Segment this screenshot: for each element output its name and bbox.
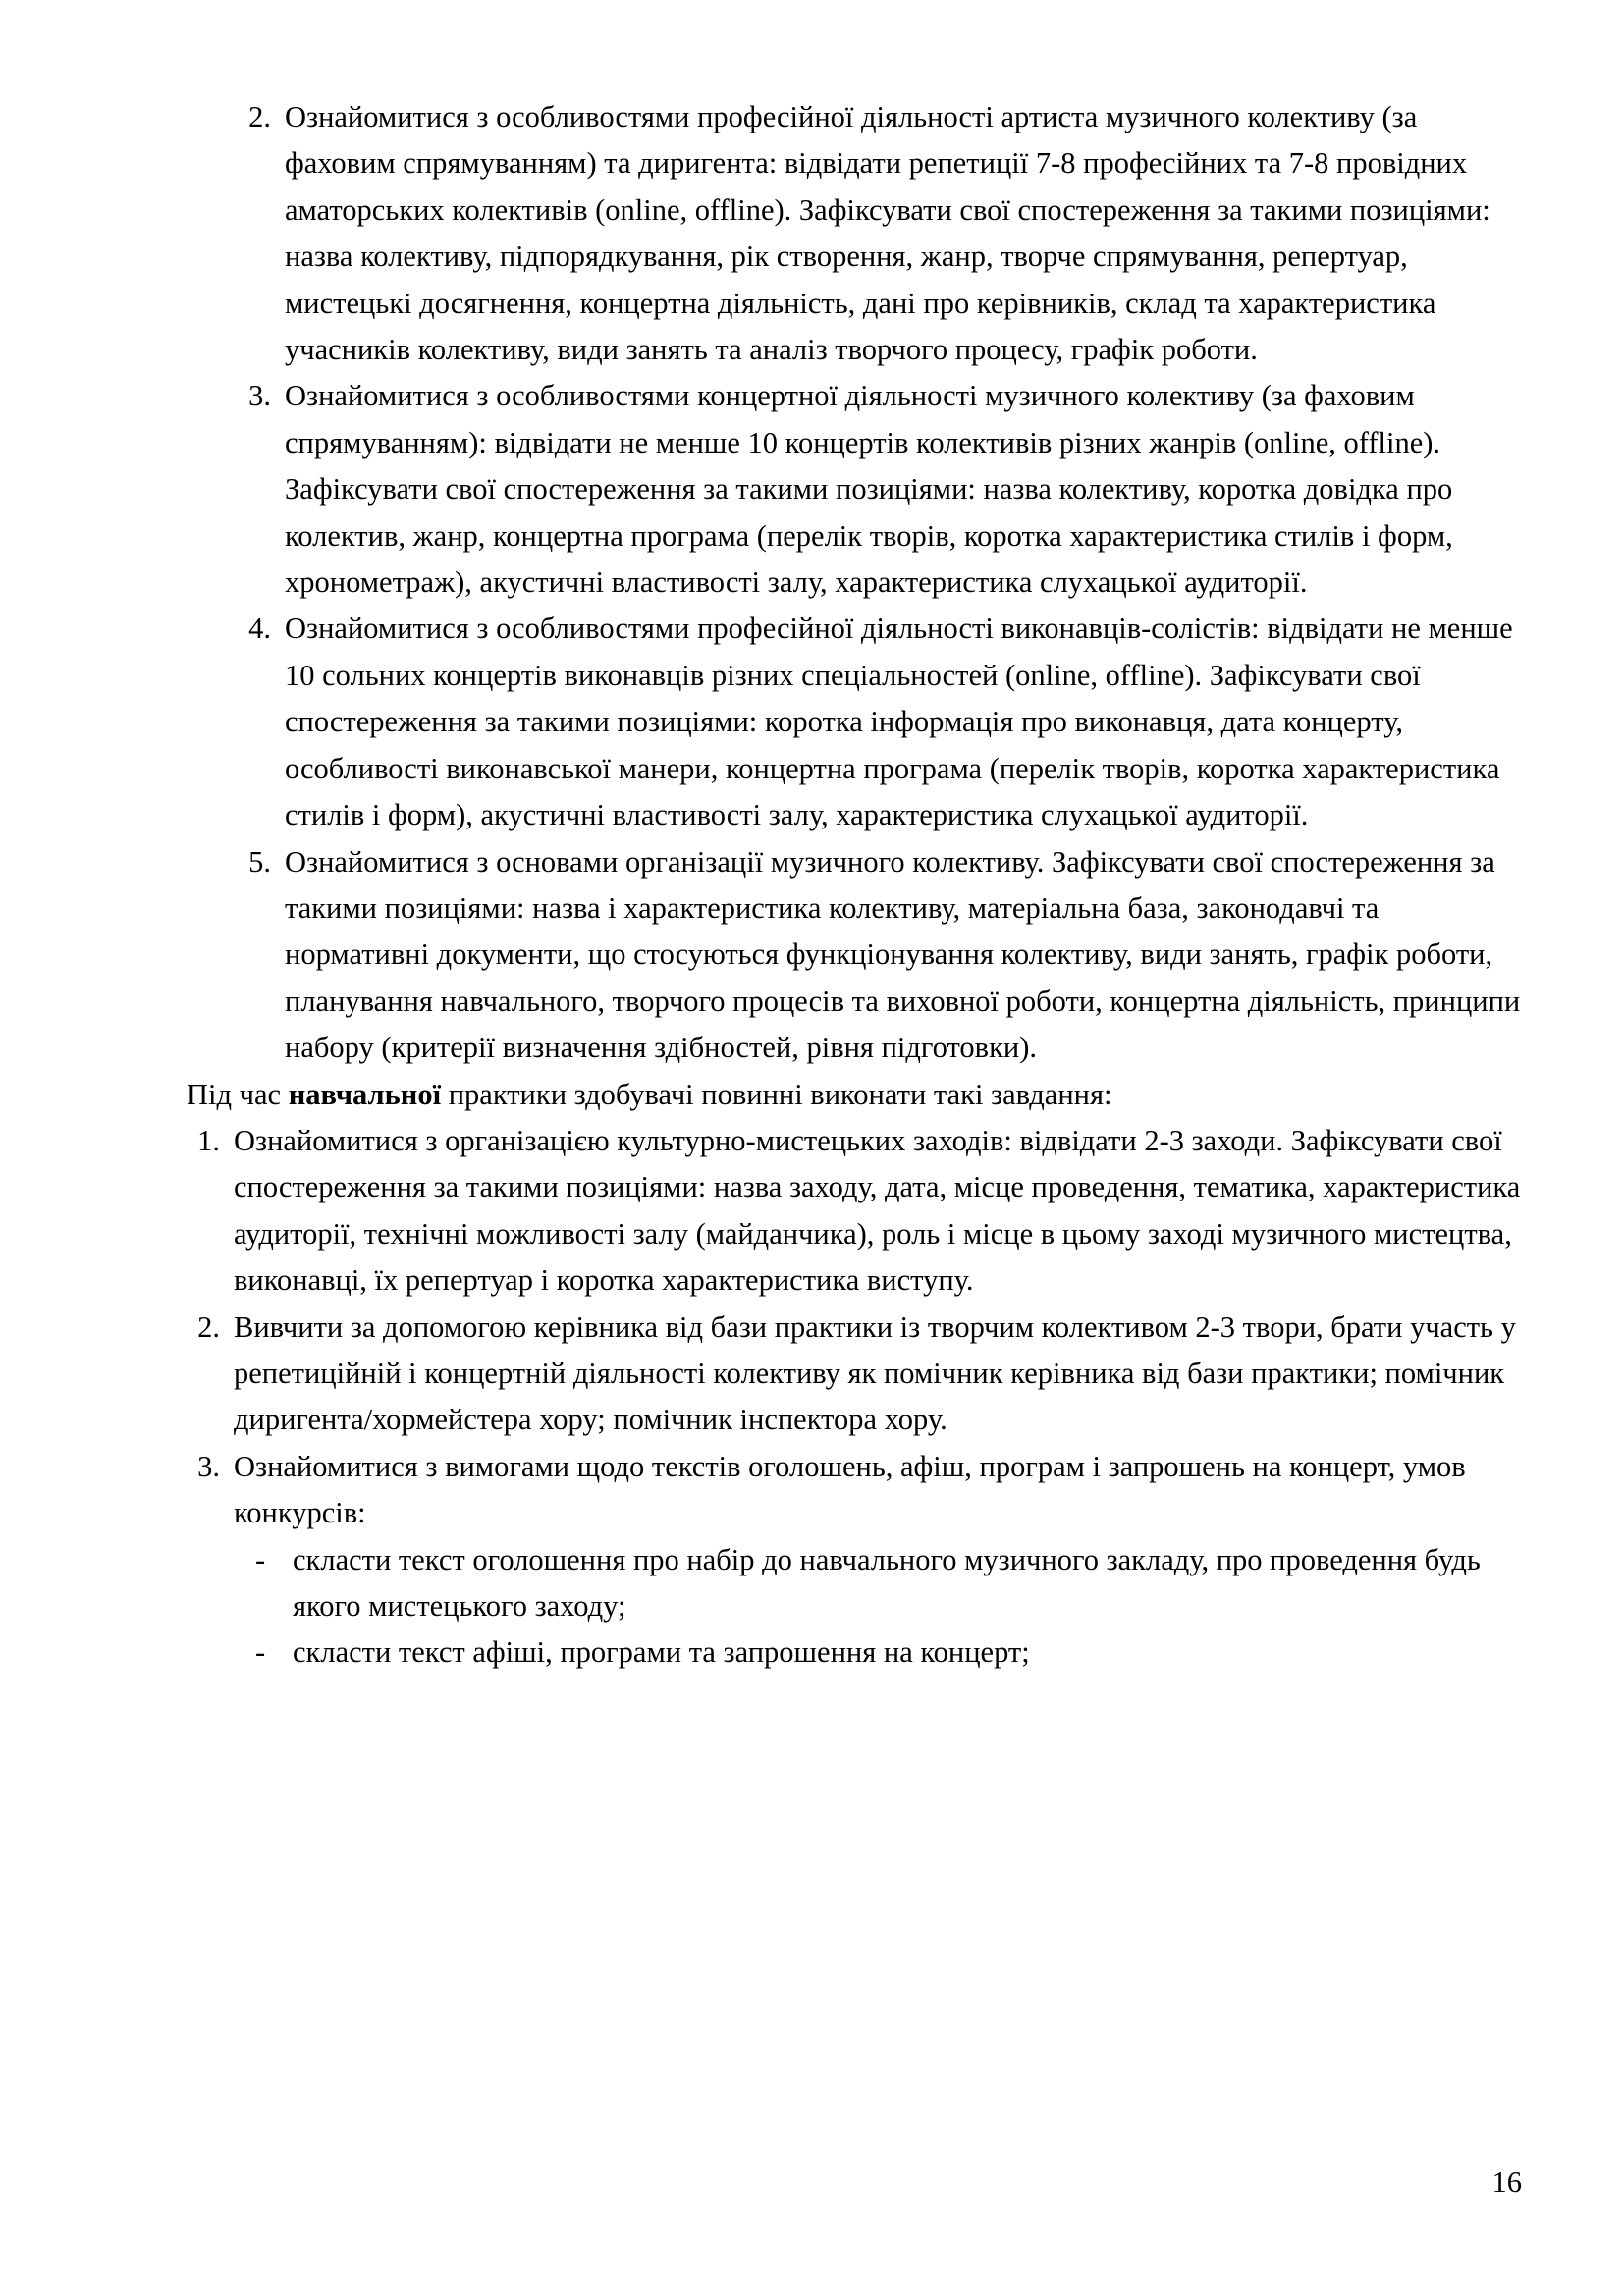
educational-practice-intro bbox=[187, 1072, 1522, 1118]
list-item bbox=[187, 94, 1522, 373]
intro-suffix: практики здобувачі повинні виконати такі завдання: bbox=[441, 1077, 1112, 1111]
list-marker: 2. bbox=[248, 100, 271, 133]
intro-prefix: Під час bbox=[187, 1077, 289, 1111]
sub-list-item-text: скласти текст оголошення про набір до навчального музичного закладу, про проведення будь якого мистецького заходу; bbox=[293, 1542, 1481, 1623]
page-number: 16 bbox=[1491, 2165, 1522, 2199]
list-marker: 5. bbox=[248, 844, 271, 879]
list-item bbox=[187, 1444, 1522, 1677]
list-item bbox=[187, 606, 1522, 838]
list-item bbox=[187, 1305, 1522, 1444]
list-item-text: Ознайомитися з особливостями професійної діяльності артиста музичного колективу (за фаховим спрямуванням) та диригента: відвідати репетиції 7-8 професійних та 7-8 провідних аматорських колективів (online, offline). Зафіксувати свої спостереження за такими позиціями: назва колективу, підпорядкування, рік створення, жанр, творче спрямування, репертуар, мистецькі досягнення, концертна діяльність, дані про керівників, склад та характеристика учасників колективу, види занять та аналіз творчого процесу, графік роботи. bbox=[285, 100, 1490, 367]
list-item bbox=[234, 1629, 1522, 1676]
sub-list-item-text: скласти текст афіші, програми та запрошення на концерт; bbox=[293, 1635, 1030, 1670]
list-marker: 3. bbox=[248, 379, 271, 413]
list-item bbox=[187, 839, 1522, 1072]
list-item-text: Ознайомитися з основами організації музичного колективу. Зафіксувати свої спостереження за такими позиціями: назва і характеристика колективу, матеріальна база, законодавчі та нормативні документи, що стосуються функціонування колективу, види занять, графік роботи, планування навчального, творчого процесів та виховної роботи, концертна діяльність, принципи набору (критерії визначення здібностей, рівня підготовки). bbox=[285, 844, 1521, 1065]
page-content bbox=[187, 94, 1522, 1677]
task-list-educational-practice bbox=[187, 1118, 1522, 1677]
list-item-text: Ознайомитися з організацією культурно-мистецьких заходів: відвідати 2-3 заходи. Зафіксувати свої спостереження за такими позиціями: назва заходу, дата, місце проведення, тематика, характеристика аудиторії, технічні можливості залу (майданчика), роль і місце в цьому заході музичного мистецтва, виконавці, їх репертуар і коротка характеристика виступу. bbox=[234, 1123, 1521, 1298]
list-marker: 2. bbox=[197, 1309, 220, 1344]
list-item-text: Ознайомитися з особливостями концертної діяльності музичного колективу (за фаховим спрямуванням): відвідати не менше 10 концертів колективів різних жанрів (online, offline). Зафіксувати свої спостереження за такими позиціями: назва колективу, коротка довідка про колектив, жанр, концертна програма (перелік творів, коротка характеристика стилів і форм, хронометраж), акустичні властивості залу, характеристика слухацької аудиторії. bbox=[285, 379, 1453, 600]
list-marker: 3. bbox=[197, 1449, 220, 1483]
list-item bbox=[187, 1118, 1522, 1305]
dash-marker: - bbox=[255, 1635, 266, 1670]
intro-emphasis: навчальної bbox=[288, 1077, 442, 1111]
dash-marker: - bbox=[255, 1542, 266, 1576]
list-item-text: Вивчити за допомогою керівника від бази практики із творчим колективом 2-3 твори, брати участь у репетиційній і концертній діяльності колективу як помічник керівника від бази практики; помічник диригента/хормейстера хору; помічник інспектора хору. bbox=[234, 1309, 1516, 1437]
list-item-text: Ознайомитися з вимогами щодо текстів оголошень, афіш, програм і запрошень на концерт, умов конкурсів: bbox=[234, 1449, 1466, 1530]
list-item-text: Ознайомитися з особливостями професійної діяльності виконавців-солістів: відвідати не менше 10 сольних концертів виконавців різних спеціальностей (online, offline). Зафіксувати свої спостереження за такими позиціями: коротка інформація про виконавця, дата концерту, особливості виконавської манери, концертна програма (перелік творів, коротка характеристика стилів і форм), акустичні властивості залу, характеристика слухацької аудиторії. bbox=[285, 612, 1513, 832]
list-marker: 1. bbox=[197, 1123, 220, 1157]
list-marker: 4. bbox=[248, 612, 271, 646]
sub-list-requirements bbox=[234, 1537, 1522, 1677]
list-item bbox=[187, 373, 1522, 606]
task-list-professional-practice bbox=[187, 94, 1522, 1072]
list-item bbox=[234, 1537, 1522, 1630]
